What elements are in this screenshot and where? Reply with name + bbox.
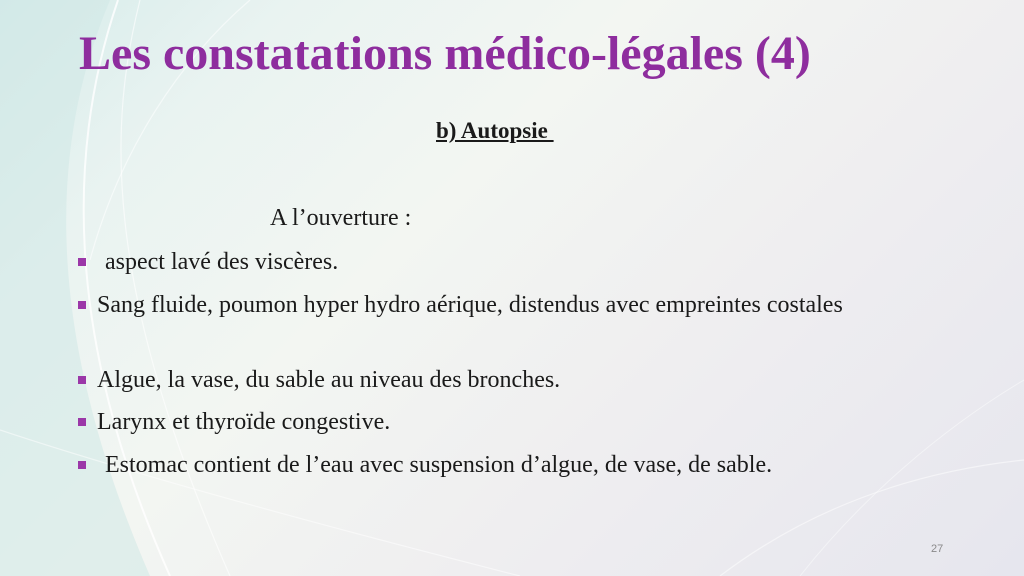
list-item-text: Larynx et thyroïde congestive.: [97, 409, 391, 435]
list-item-text: Sang fluide, poumon hyper hydro aérique, distendus avec empreintes costales: [97, 292, 843, 318]
list-item: [78, 290, 958, 321]
page-number: 27: [931, 543, 944, 555]
square-bullet-icon: [78, 258, 86, 266]
list-item: [78, 247, 958, 278]
square-bullet-icon: [78, 418, 86, 426]
square-bullet-icon: [78, 461, 86, 469]
list-item-text: Estomac contient de l’eau avec suspension d’algue, de vase, de sable.: [105, 452, 773, 478]
intro-text: A l’ouverture :: [270, 205, 412, 231]
list-item: [78, 450, 958, 481]
list-item: [78, 365, 958, 396]
list-item: [78, 407, 958, 438]
list-item-text: Algue, la vase, du sable au niveau des bronches.: [97, 367, 561, 393]
section-subtitle: b) Autopsie: [436, 118, 554, 143]
slide-title: Les constatations médico-légales (4): [79, 27, 811, 80]
square-bullet-icon: [78, 376, 86, 384]
square-bullet-icon: [78, 301, 86, 309]
list-item-text: aspect lavé des viscères.: [105, 249, 339, 275]
